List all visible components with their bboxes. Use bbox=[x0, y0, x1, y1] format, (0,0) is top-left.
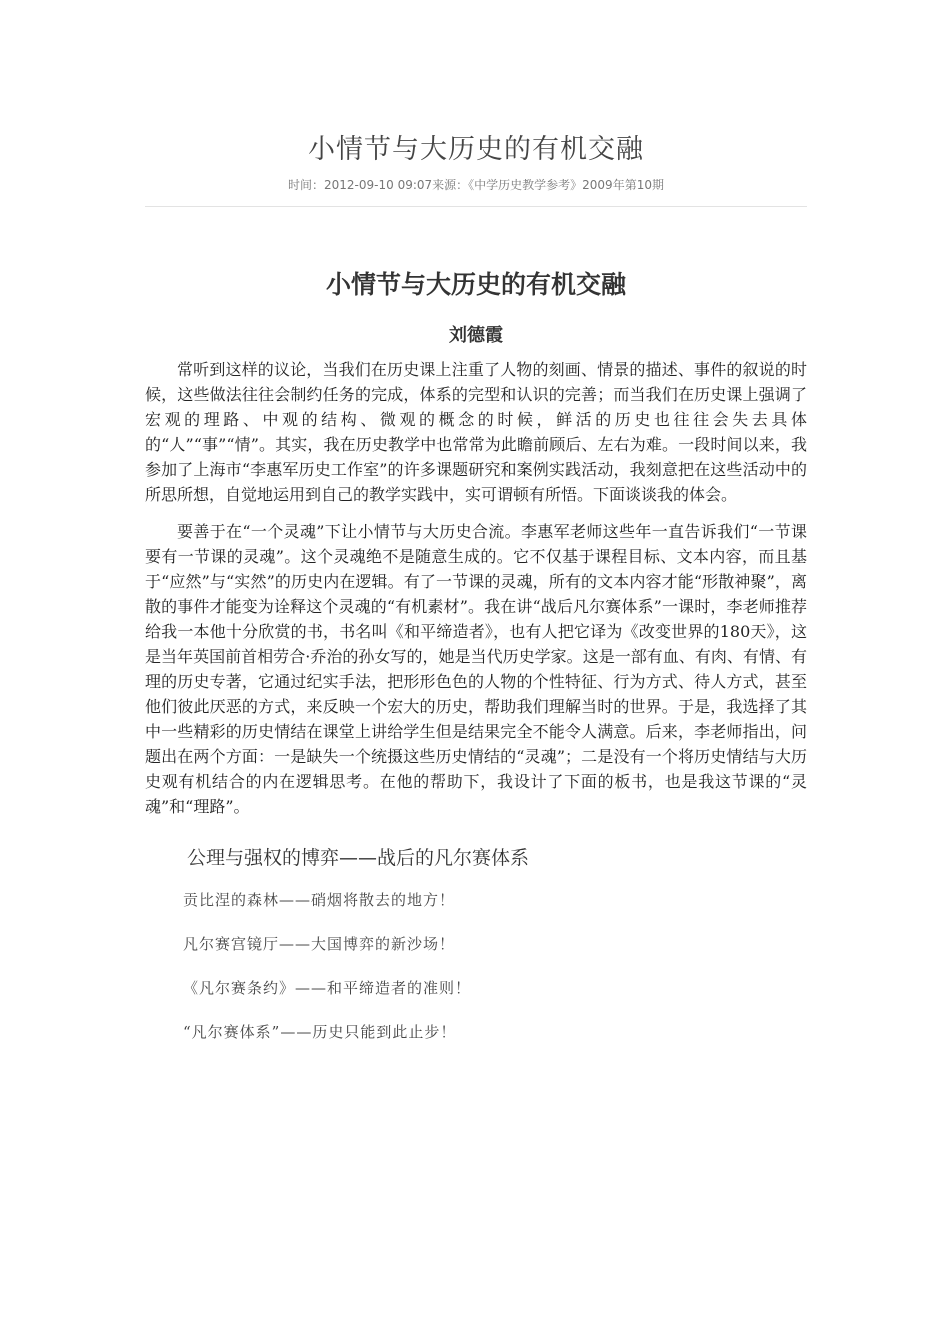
board-item: 《凡尔赛条约》——和平缔造者的准则！ bbox=[183, 979, 472, 997]
article-title: 小情节与大历史的有机交融 bbox=[325, 270, 626, 299]
page-title: 小情节与大历史的有机交融 bbox=[308, 134, 644, 165]
document-page bbox=[145, 0, 807, 1065]
article-meta: 时间：2012-09-10 09:07来源：《中学历史教学参考》2009年第10期 bbox=[288, 178, 664, 192]
article-author: 刘德霞 bbox=[449, 325, 503, 346]
board-item: 凡尔赛宫镜厅——大国博弈的新沙场！ bbox=[183, 935, 456, 953]
header-divider bbox=[145, 206, 807, 207]
board-list bbox=[183, 889, 807, 1043]
paragraph-2: 要善于在“一个灵魂”下让小情节与大历史合流。李惠军老师这些年一直告诉我们“一节课要有一节课的灵魂”。这个灵魂绝不是随意生成的。它不仅基于课程目标、文本内容，而且基于“应然”与“实然”的历史内在逻辑。有了一节课的灵魂，所有的文本内容才能“形散神聚”，离散的事件才能变为诠释这个灵魂的“有机素材”。我在讲“战后凡尔赛体系”一课时，李老师推荐给我一本他十分欣赏的书，书名叫《和平缔造者》，也有人把它译为《改变世界的180天》，这是当年英国前首相劳合·乔治的孙女写的，她是当代历史学家。这是一部有血、有肉、有情、有理的历史专著，它通过纪实手法，把形形色色的人物的个性特征、行为方式、待人方式，甚至他们彼此厌恶的方式，来反映一个宏大的历史，帮助我们理解当时的世界。于是，我选择了其中一些精彩的历史情结在课堂上讲给学生但是结果完全不能令人满意。后来，李老师指出，问题出在两个方面：一是缺失一个统摄这些历史情结的“灵魂”；二是没有一个将历史情结与大历史观有机结合的内在逻辑思考。在他的帮助下，我设计了下面的板书，也是我这节课的“灵魂”和“理路”。 bbox=[145, 522, 807, 816]
paragraph-1: 常听到这样的议论，当我们在历史课上注重了人物的刻画、情景的描述、事件的叙说的时候，这些做法往往会制约任务的完成，体系的完型和认识的完善；而当我们在历史课上强调了宏观的理路、中观的结构、微观的概念的时候，鲜活的历史也往往会失去具体的“人”“事”“情”。其实，我在历史教学中也常常为此瞻前顾后、左右为难。一段时间以来，我参加了上海市“李惠军历史工作室”的许多课题研究和案例实践活动，我刻意把在这些活动中的所思所想，自觉地运用到自己的教学实践中，实可谓顿有所悟。下面谈谈我的体会。 bbox=[145, 360, 807, 504]
board-title: 公理与强权的博弈——战后的凡尔赛体系 bbox=[187, 847, 530, 869]
board-item: “凡尔赛体系”——历史只能到此止步！ bbox=[183, 1023, 457, 1041]
board-item: 贡比涅的森林——硝烟将散去的地方！ bbox=[183, 891, 456, 909]
